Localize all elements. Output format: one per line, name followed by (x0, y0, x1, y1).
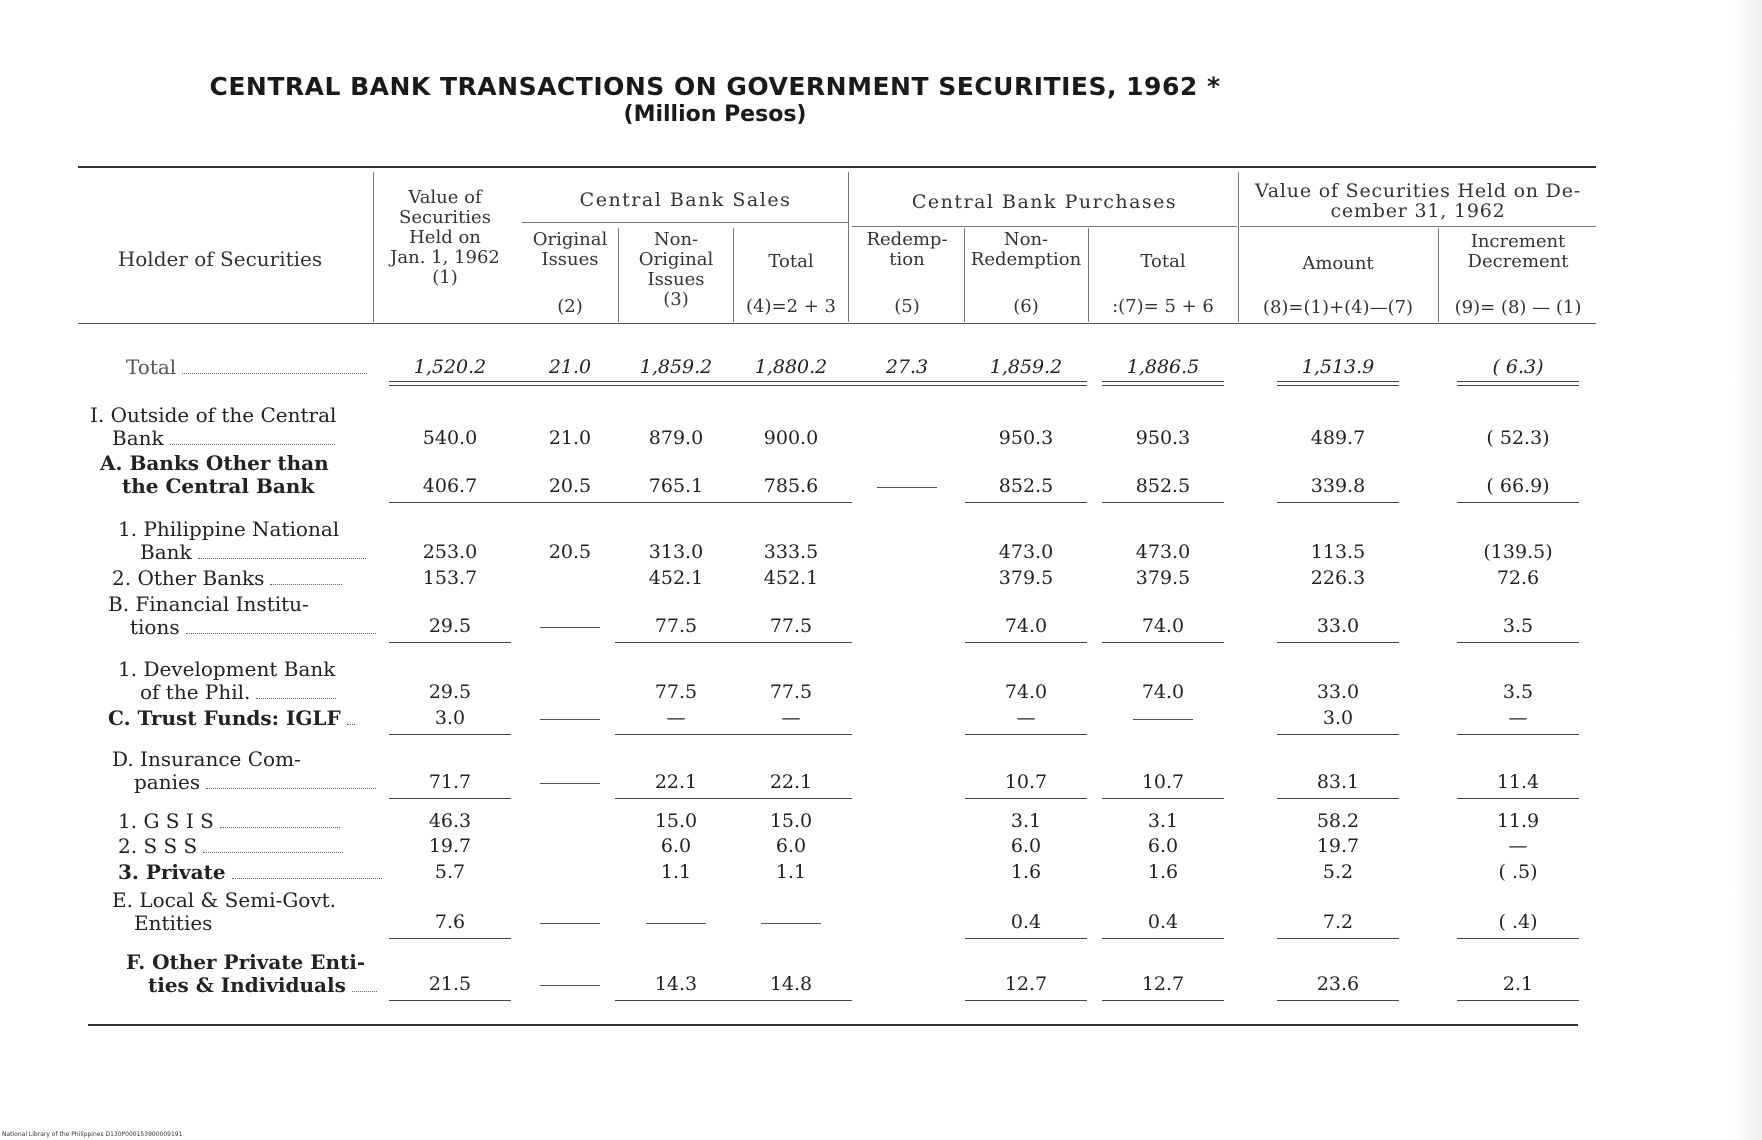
row-label-local (112, 889, 336, 911)
col-sep (373, 172, 374, 322)
footer-credit: National Library of the Philippines D130P000153900009191 (2, 1131, 183, 1138)
col-sep (1438, 228, 1439, 322)
cell-sss-col4: 6.0 (775, 835, 807, 857)
cell-financial-col1: 29.5 (395, 615, 505, 637)
row-label-pnb (140, 541, 366, 563)
leader-dots (198, 558, 366, 559)
header-original-issues: Original Issues (532, 229, 608, 270)
row-label-text: E. Local & Semi-Govt. (112, 888, 337, 912)
cell-total-col4: 1,880.2 (736, 356, 846, 378)
cell-private-col3: 1.1 (660, 861, 692, 883)
cell-pnb-col9: (139.5) (1483, 541, 1553, 563)
cell-private-col6: 1.6 (1010, 861, 1042, 883)
cell-dbp-col4: 77.5 (769, 681, 813, 703)
cell-pnb-col6: 473.0 (998, 541, 1054, 563)
row-label-other-banks (112, 567, 342, 589)
cell-gsis-col1: 46.3 (428, 810, 472, 832)
cell-other-private-col1: 21.5 (395, 973, 505, 995)
cell-private-col8: 5.2 (1322, 861, 1354, 883)
cell-dbp-col6: 74.0 (1004, 681, 1048, 703)
cell-total-col7: 1,886.5 (1108, 356, 1218, 378)
leader-dots (206, 788, 376, 789)
row-label-text: C. Trust Funds: IGLF (108, 706, 341, 730)
cell-other-private-col7: 12.7 (1108, 973, 1218, 995)
row-label-text: F. Other Private Enti- (126, 950, 366, 974)
row-label-text: Total (126, 355, 177, 379)
cell-total-col8: 1,513.9 (1283, 356, 1393, 378)
top-rule (78, 166, 1596, 168)
cell-sss-col7: 6.0 (1147, 835, 1179, 857)
row-label-dbp (118, 658, 335, 680)
empty-cell-rule (540, 985, 600, 986)
header-total-purchases: Total (1140, 251, 1186, 272)
row-label-text: Entities (134, 911, 213, 935)
row-label-local (134, 912, 212, 934)
cell-dbp-col9: 3.5 (1502, 681, 1534, 703)
cell-private-col9: ( .5) (1498, 861, 1538, 883)
row-label-text: 1. Philippine National (118, 517, 340, 541)
empty-cell-rule (540, 627, 600, 628)
cell-insurance-col8: 83.1 (1283, 771, 1393, 793)
row-label-sss (118, 835, 343, 857)
cell-trust-col8: 3.0 (1283, 707, 1393, 729)
cell-total-col1: 1,520.2 (395, 356, 505, 378)
cell-sss-col3: 6.0 (660, 835, 692, 857)
row-label-text: panies (134, 770, 201, 794)
cell-sss-col8: 19.7 (1316, 835, 1360, 857)
cell-gsis-col6: 3.1 (1010, 810, 1042, 832)
cell-pnb-col8: 113.5 (1310, 541, 1366, 563)
row-label-gsis (118, 810, 340, 832)
cell-local-col6: 0.4 (971, 911, 1081, 933)
cell-other-banks-col4: 452.1 (763, 567, 819, 589)
cell-pnb-col3: 313.0 (648, 541, 704, 563)
header-increment: Increment Decrement (1467, 231, 1569, 272)
row-label-text: 1. G S I S (118, 809, 214, 833)
cell-local-col9: ( .4) (1463, 911, 1573, 933)
table-subtitle: (Million Pesos) (623, 102, 807, 127)
row-label-private (118, 861, 382, 883)
empty-cell-rule (646, 923, 706, 924)
row-label-other-private (148, 974, 377, 996)
header-col9: (9)= (8) — (1) (1454, 297, 1582, 318)
row-label-outside (90, 404, 336, 426)
cell-banks-other-col7: 852.5 (1108, 475, 1218, 497)
cell-other-banks-col9: 72.6 (1496, 567, 1540, 589)
row-label-text: of the Phil. (140, 680, 251, 704)
cell-banks-other-col8: 339.8 (1283, 475, 1393, 497)
cell-financial-col9: 3.5 (1463, 615, 1573, 637)
cell-dbp-col7: 74.0 (1141, 681, 1185, 703)
header-amount: Amount (1302, 253, 1374, 274)
empty-cell-rule (540, 923, 600, 924)
cell-banks-other-col3: 765.1 (621, 475, 731, 497)
cell-pnb-col2: 20.5 (548, 541, 592, 563)
cell-sss-col9: — (1508, 835, 1528, 857)
cell-other-private-col4: 14.8 (736, 973, 846, 995)
cell-trust-col6: — (971, 707, 1081, 729)
row-label-trust (108, 707, 355, 729)
cell-trust-col4: — (736, 707, 846, 729)
header-holder: Holder of Securities (117, 247, 323, 271)
row-label-dbp (140, 681, 336, 703)
row-label-insurance (134, 771, 376, 793)
cell-insurance-col1: 71.7 (395, 771, 505, 793)
header-col2: (2) (557, 296, 583, 317)
cell-local-col8: 7.2 (1283, 911, 1393, 933)
cell-outside-col7: 950.3 (1135, 427, 1191, 449)
row-label-text: 1. Development Bank (118, 657, 336, 681)
cell-outside-col8: 489.7 (1310, 427, 1366, 449)
purchases-group-rule (852, 226, 1237, 227)
cell-insurance-col6: 10.7 (971, 771, 1081, 793)
cell-gsis-col8: 58.2 (1316, 810, 1360, 832)
cell-insurance-col3: 22.1 (621, 771, 731, 793)
header-col4: (4)=2 + 3 (745, 296, 836, 317)
header-total-sales: Total (768, 251, 814, 272)
cell-other-banks-col6: 379.5 (998, 567, 1054, 589)
sales-group-rule (522, 222, 849, 223)
cell-outside-col9: ( 52.3) (1486, 427, 1550, 449)
cell-other-banks-col8: 226.3 (1310, 567, 1366, 589)
row-label-banks-other (122, 475, 314, 497)
empty-cell-rule (761, 923, 821, 924)
row-label-text: 2. S S S (118, 834, 198, 858)
row-label-financial (108, 593, 309, 615)
cell-pnb-col4: 333.5 (763, 541, 819, 563)
cell-financial-col8: 33.0 (1283, 615, 1393, 637)
col-sep (1238, 172, 1239, 322)
cell-outside-col3: 879.0 (648, 427, 704, 449)
leader-dots (256, 698, 336, 699)
header-col8: (8)=(1)+(4)—(7) (1262, 297, 1414, 318)
cell-financial-col3: 77.5 (621, 615, 731, 637)
leader-dots (170, 444, 335, 445)
cell-pnb-col1: 253.0 (422, 541, 478, 563)
row-label-text: the Central Bank (122, 474, 315, 498)
header-value-jan: Value of Securities Held on Jan. 1, 1962 (1) (390, 187, 500, 288)
cell-private-col4: 1.1 (775, 861, 807, 883)
header-bottom-rule (78, 323, 1596, 324)
cell-total-col5: 27.3 (852, 356, 962, 378)
row-label-financial (130, 616, 376, 638)
cell-insurance-col9: 11.4 (1463, 771, 1573, 793)
cell-trust-col1: 3.0 (395, 707, 505, 729)
cell-local-col1: 7.6 (395, 911, 505, 933)
cell-banks-other-col2: 20.5 (515, 475, 625, 497)
leader-dots (352, 991, 377, 992)
row-label-text: ties & Individuals (148, 973, 346, 997)
bottom-rule (88, 1024, 1578, 1026)
header-redemption: Redemp- tion (866, 229, 948, 270)
cell-sss-col6: 6.0 (1010, 835, 1042, 857)
row-label-text: 3. Private (118, 860, 226, 884)
header-non-redemption: Non- Redemption (970, 229, 1082, 270)
row-label-pnb (118, 518, 339, 540)
cell-dbp-col1: 29.5 (428, 681, 472, 703)
cell-dbp-col3: 77.5 (654, 681, 698, 703)
cell-gsis-col3: 15.0 (654, 810, 698, 832)
row-label-text: D. Insurance Com- (112, 747, 301, 771)
cell-gsis-col9: 11.9 (1496, 810, 1540, 832)
row-label-total (126, 356, 367, 378)
cell-other-private-col3: 14.3 (621, 973, 731, 995)
row-label-text: Bank (140, 540, 192, 564)
cell-banks-other-col1: 406.7 (395, 475, 505, 497)
scan-edge (1734, 0, 1762, 1140)
cell-insurance-col7: 10.7 (1108, 771, 1218, 793)
empty-cell-rule (540, 783, 600, 784)
cell-financial-col6: 74.0 (971, 615, 1081, 637)
leader-dots (232, 878, 382, 879)
cell-total-col3: 1,859.2 (621, 356, 731, 378)
empty-cell-rule (877, 487, 937, 488)
cell-other-banks-col7: 379.5 (1135, 567, 1191, 589)
leader-dots (270, 584, 342, 585)
col-sep (1088, 228, 1089, 322)
leader-dots (186, 633, 376, 634)
row-label-insurance (112, 748, 301, 770)
cell-financial-col7: 74.0 (1108, 615, 1218, 637)
cell-outside-col2: 21.0 (548, 427, 592, 449)
empty-cell-rule (540, 719, 600, 720)
cell-other-private-col9: 2.1 (1463, 973, 1573, 995)
leader-dots (182, 373, 367, 374)
held-group-rule (1240, 226, 1596, 227)
row-label-text: Bank (112, 426, 164, 450)
row-label-other-private (126, 951, 365, 973)
cell-other-private-col8: 23.6 (1283, 973, 1393, 995)
row-label-text: tions (130, 615, 180, 639)
cell-financial-col4: 77.5 (736, 615, 846, 637)
cell-total-col9: ( 6.3) (1463, 356, 1573, 378)
header-purchases-group: Central Bank Purchases (911, 191, 1178, 213)
cell-private-col1: 5.7 (434, 861, 466, 883)
col-sep (618, 228, 619, 322)
cell-gsis-col7: 3.1 (1147, 810, 1179, 832)
cell-other-banks-col3: 452.1 (648, 567, 704, 589)
cell-gsis-col4: 15.0 (769, 810, 813, 832)
cell-pnb-col7: 473.0 (1135, 541, 1191, 563)
row-label-outside (112, 427, 335, 449)
cell-banks-other-col4: 785.6 (736, 475, 846, 497)
leader-dots (347, 724, 355, 725)
leader-dots (220, 827, 340, 828)
header-sales-group: Central Bank Sales (579, 189, 792, 211)
header-held-group: Value of Securities Held on De- cember 31, 1962 (1255, 180, 1581, 222)
col-sep (733, 228, 734, 322)
cell-insurance-col4: 22.1 (736, 771, 846, 793)
row-label-text: 2. Other Banks (112, 566, 265, 590)
cell-other-banks-col1: 153.7 (422, 567, 478, 589)
cell-trust-col3: — (621, 707, 731, 729)
row-label-banks-other (100, 452, 329, 474)
cell-banks-other-col9: ( 66.9) (1463, 475, 1573, 497)
row-label-text: A. Banks Other than (100, 451, 329, 475)
empty-cell-rule (1133, 719, 1193, 720)
table-title: CENTRAL BANK TRANSACTIONS ON GOVERNMENT SECURITIES, 1962 * (209, 72, 1221, 101)
cell-trust-col9: — (1463, 707, 1573, 729)
cell-banks-other-col6: 852.5 (971, 475, 1081, 497)
row-label-text: I. Outside of the Central (90, 403, 337, 427)
cell-sss-col1: 19.7 (428, 835, 472, 857)
leader-dots (203, 852, 343, 853)
cell-outside-col4: 900.0 (763, 427, 819, 449)
cell-outside-col1: 540.0 (422, 427, 478, 449)
header-non-original-issues: Non- Original Issues (3) (638, 229, 714, 310)
cell-total-col6: 1,859.2 (971, 356, 1081, 378)
cell-total-col2: 21.0 (515, 356, 625, 378)
header-col7: :(7)= 5 + 6 (1112, 296, 1214, 317)
cell-dbp-col8: 33.0 (1316, 681, 1360, 703)
cell-outside-col6: 950.3 (998, 427, 1054, 449)
row-label-text: B. Financial Institu- (108, 592, 309, 616)
cell-other-private-col6: 12.7 (971, 973, 1081, 995)
header-col6: (6) (1013, 296, 1039, 317)
header-col5: (5) (894, 296, 920, 317)
col-sep (964, 228, 965, 322)
cell-private-col7: 1.6 (1147, 861, 1179, 883)
cell-local-col7: 0.4 (1108, 911, 1218, 933)
